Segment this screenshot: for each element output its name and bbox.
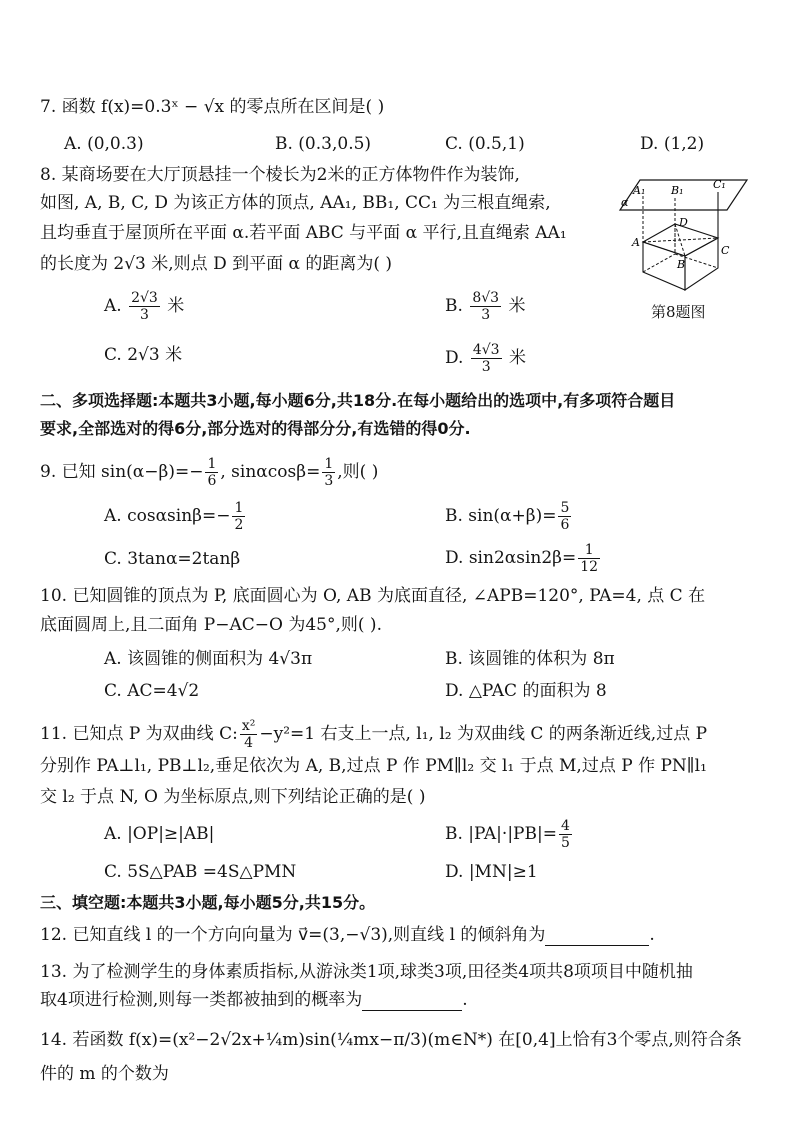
- q11-option-a: A. |OP|≥|AB|: [104, 824, 215, 844]
- q11-option-d: D. |MN|≥1: [445, 862, 538, 882]
- q8-line3: 且均垂直于屋顶所在平面 α.若平面 ABC 与平面 α 平行,且直绳索 AA₁: [40, 223, 567, 243]
- q9-option-a: A. cosαsinβ=− $\frac{1}{2}$: [104, 500, 244, 533]
- q12-answer-blank[interactable]: [545, 927, 649, 946]
- q8-option-a: A. $\frac{2√3}{3}$ 米: [104, 290, 185, 323]
- q11-line3: 交 l₂ 于点 N, O 为坐标原点,则下列结论正确的是( ): [40, 787, 426, 807]
- fig-label-b: B: [677, 258, 686, 271]
- q8-figure-caption: 第8题图: [651, 303, 706, 321]
- q7-stem: 7. 函数 f(x)=0.3ˣ − √x 的零点所在区间是( ): [40, 97, 385, 117]
- q8-cube-figure: [615, 172, 755, 294]
- q8-option-d: D. $\frac{4√3}{3}$ 米: [445, 342, 526, 375]
- q7-option-d: D. (1,2): [640, 134, 705, 154]
- q9-stem: 9. 已知 sin(α−β)=− $\frac{1}{6}$ , sinαcosβ= $\frac{1}{3}$ ,则( ): [40, 456, 379, 489]
- q7-option-c: C. (0.5,1): [445, 134, 525, 154]
- q13-answer-blank[interactable]: [362, 992, 462, 1011]
- fig-label-a: A: [632, 236, 640, 249]
- section2-line1: 二、多项选择题:本题共3小题,每小题6分,共18分.在每小题给出的选项中,有多项符合题目: [40, 391, 676, 410]
- fig-label-c: C: [721, 244, 730, 257]
- q9-option-c: C. 3tanα=2tanβ: [104, 549, 241, 569]
- fig-label-alpha: α: [621, 196, 629, 209]
- q11-option-b: B. |PA|·|PB|= $\frac{4}{5}$: [445, 818, 570, 851]
- q14-line1: 14. 若函数 f(x)=(x²−2√2x+¼m)sin(¼mx−π/3)(m∈N*) 在[0,4]上恰有3个零点,则符合条: [40, 1030, 742, 1050]
- q10-option-d: D. △PAC 的面积为 8: [445, 681, 607, 701]
- q10-option-a: A. 该圆锥的侧面积为 4√3π: [104, 649, 313, 669]
- q10-line2: 底面圆周上,且二面角 P−AC−O 为45°,则( ).: [40, 615, 382, 635]
- section3-heading: 三、填空题:本题共3小题,每小题5分,共15分。: [40, 893, 376, 912]
- q12-stem: 12. 已知直线 l 的一个方向向量为 v⃗=(3,−√3),则直线 l 的倾斜角为 .: [40, 925, 655, 945]
- q7-option-b: B. (0.3,0.5): [275, 134, 372, 154]
- q11-line1: 11. 已知点 P 为双曲线 C: $\frac{\text{x²}}{4}$ −y²=1 右支上一点, l₁, l₂ 为双曲线 C 的两条渐近线,过点 P: [40, 718, 708, 751]
- q9-option-d: D. sin2αsin2β= $\frac{1}{12}$: [445, 542, 599, 575]
- q14-line2: 件的 m 的个数为: [40, 1064, 169, 1084]
- q11-option-c: C. 5S△PAB =4S△PMN: [104, 862, 297, 882]
- fig-label-a1: A₁: [633, 184, 646, 197]
- fig-label-d: D: [679, 216, 688, 229]
- fig-label-b1: B₁: [671, 184, 684, 197]
- q8-line1: 8. 某商场要在大厅顶悬挂一个棱长为2米的正方体物件作为装饰,: [40, 165, 520, 185]
- fig-label-c1: C₁: [713, 178, 726, 191]
- q8-line2: 如图, A, B, C, D 为该正方体的顶点, AA₁, BB₁, CC₁ 为三根直绳索,: [40, 193, 551, 213]
- q13-line2: 取4项进行检测,则每一类都被抽到的概率为 .: [40, 990, 468, 1010]
- q10-option-b: B. 该圆锥的体积为 8π: [445, 649, 615, 669]
- q11-line2: 分别作 PA⊥l₁, PB⊥l₂,垂足依次为 A, B,过点 P 作 PM∥l₂ 交 l₁ 于点 M,过点 P 作 PN∥l₁: [40, 756, 707, 776]
- q8-option-b: B. $\frac{8√3}{3}$ 米: [445, 290, 526, 323]
- section2-line2: 要求,全部选对的得6分,部分选对的得部分分,有选错的得0分.: [40, 419, 471, 438]
- q10-option-c: C. AC=4√2: [104, 681, 200, 701]
- q9-option-b: B. sin(α+β)= $\frac{5}{6}$: [445, 500, 570, 533]
- q8-line4: 的长度为 2√3 米,则点 D 到平面 α 的距离为( ): [40, 254, 393, 274]
- q10-line1: 10. 已知圆锥的顶点为 P, 底面圆心为 O, AB 为底面直径, ∠APB=120°, PA=4, 点 C 在: [40, 586, 706, 606]
- q13-line1: 13. 为了检测学生的身体素质指标,从游泳类1项,球类3项,田径类4项共8项项目中随机抽: [40, 962, 693, 982]
- q7-option-a: A. (0,0.3): [64, 134, 144, 154]
- q8-option-c: C. 2√3 米: [104, 345, 183, 365]
